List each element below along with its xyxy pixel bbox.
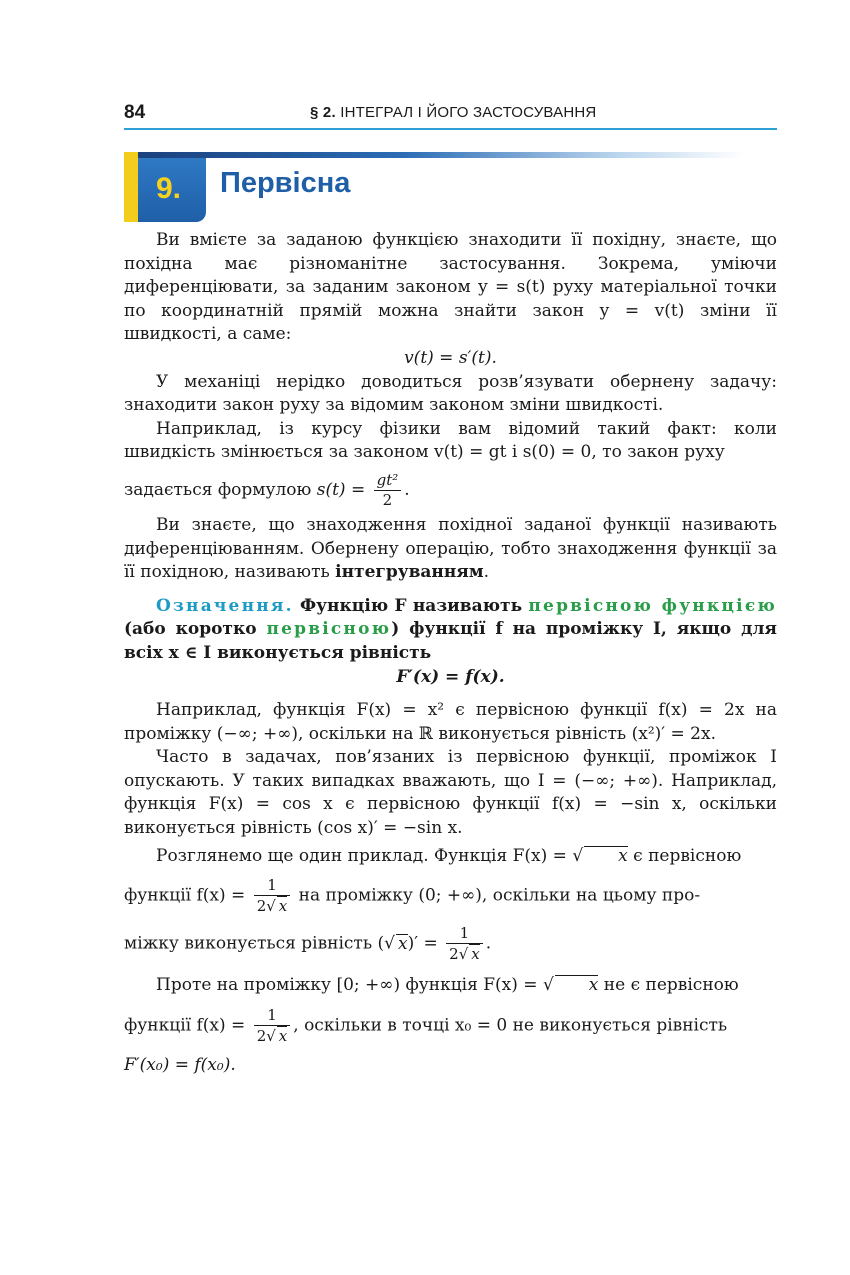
fraction-1-2sqrtx: $\frac{1}{2√ x}$ (254, 876, 291, 916)
page-number: 84 (124, 102, 146, 123)
page-body (124, 229, 777, 1085)
definition-term: первісною функцією (528, 595, 778, 616)
paragraph-3: Наприклад, із курсу фізики вам відомий такий факт: коли швидкість змінюється за законом v(t) = gt і s(0) = 0, то закон руху (124, 418, 777, 463)
definition-label: Означення. (156, 595, 294, 616)
paragraph-2: У механіці нерідко доводиться розв’язувати обернену задачу: знаходити закон руху за відомим законом зміни швидкості. (124, 371, 777, 416)
paragraph-5: Наприклад, функція F(x) = x² є первісною функції f(x) = 2x на проміжку (−∞; +∞), оскільки на ℝ виконується рівність (x²)′ = 2x. (124, 700, 777, 744)
running-head (310, 104, 596, 121)
paragraph-12: F′(x₀) = f(x₀). (124, 1054, 236, 1075)
chapter-heading (124, 152, 744, 222)
paragraph-1: Ви вмієте за заданою функцією знаходити її похідну, знаєте, що похідна має різноманітне застосування. Зокрема, уміючи диференціювати, за заданим законом y = s(t) руху матеріальної точки по координатній прямій можна знайти закон y = v(t) зміни її швидкості, а саме: (124, 230, 777, 345)
chapter-number-box (138, 158, 206, 222)
section-mark: § 2. (310, 104, 336, 121)
paragraph-7: Розглянемо ще один приклад. Функція F(x) = √ x є первісною (156, 845, 742, 866)
formula-velocity: v(t) = s′(t). (404, 347, 497, 368)
paragraph-11: функції f(x) = $\frac{1}{2√ x}$ , оскільки в точці x₀ = 0 не виконується рівність (124, 1005, 728, 1045)
paragraph-10: Проте на проміжку [0; +∞) функція F(x) = √ x не є первісною (156, 975, 739, 996)
paragraph-4: Ви знаєте, що знаходження похідної заданої функції називають диференціюванням. Обернену операцію, тобто знаходження функції за її похідною, називають інтегруванням. (124, 514, 777, 583)
fraction-gt2-2: $\frac{\text{gt²}}{2}$ (374, 471, 402, 510)
header-rule (124, 128, 777, 130)
paragraph-9: міжку виконується рівність (√ x)′ = $\frac{1}{2√ x}$ . (124, 924, 492, 964)
paragraph-3-formula: задається формулою s(t) = $\frac{\text{gt²}}{2}$ . (124, 470, 410, 509)
definition-formula: F′(x) = f(x). (396, 666, 505, 687)
chapter-number: 9. (156, 172, 182, 205)
heading-accent-bar (124, 152, 138, 222)
heading-gradient-bar (124, 152, 744, 158)
paragraph-8: функції f(x) = $\frac{1}{2√ x}$ на проміжку (0; +∞), оскільки на цьому про- (124, 876, 701, 916)
paragraph-6: Часто в задачах, пов’язаних із первісною функції, проміжок I опускають. У таких випадках вважають, що I = (−∞; +∞). Наприклад, функція F(x) = cos x є первісною функції f(x) = −sin x, оскільки виконується рівність (cos x)′ = −sin x. (124, 747, 777, 839)
definition: Означення. Функцію F називають первісною функцією (або коротко первісною) функції f на проміжку I, якщо для всіх x ∈ I виконується рівність (124, 595, 778, 663)
chapter-title: Первісна (220, 167, 351, 199)
section-title: ІНТЕГРАЛ І ЙОГО ЗАСТОСУВАННЯ (340, 104, 597, 121)
page-header (124, 100, 777, 128)
